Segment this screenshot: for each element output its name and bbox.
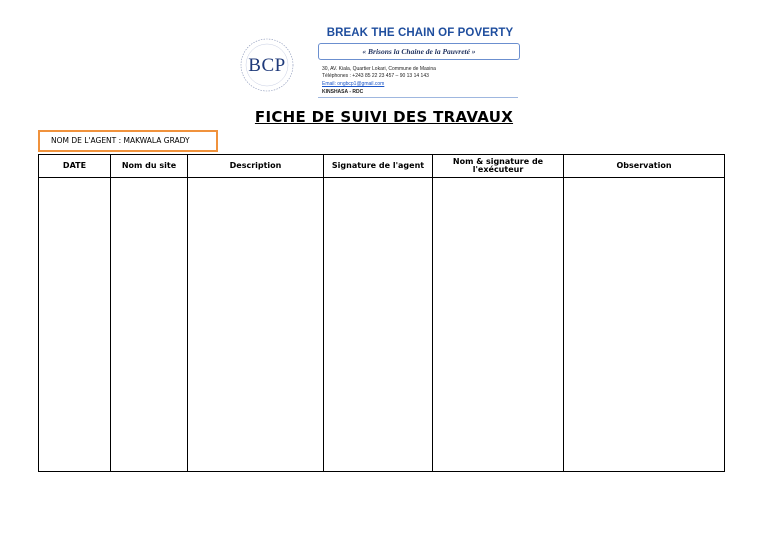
- cell-agent-signature[interactable]: [324, 178, 433, 472]
- col-header-observation: Observation: [564, 155, 725, 178]
- agent-name-box: NOM DE L'AGENT : MAKWALA GRADY: [38, 130, 218, 152]
- work-log-table: [38, 154, 725, 472]
- col-header-executor-signature: Nom & signature de l'exécuteur: [433, 155, 564, 178]
- email-link[interactable]: Email: ongbcp1@gmail.com: [322, 81, 385, 87]
- cell-description[interactable]: [188, 178, 324, 472]
- document-title: FICHE DE SUIVI DES TRAVAUX: [254, 108, 514, 126]
- letterhead: [232, 22, 522, 100]
- cell-observation[interactable]: [564, 178, 725, 472]
- brand-slogan: « Brisons la Chaine de la Pauvreté »: [318, 43, 520, 60]
- table-header-row: [39, 155, 725, 178]
- cell-executor-signature[interactable]: [433, 178, 564, 472]
- cell-date[interactable]: [39, 178, 111, 472]
- phone-line: Téléphones : +243 85 22 23 457 – 90 13 14 143: [322, 73, 429, 79]
- bcp-logo: [232, 30, 312, 100]
- city-line: KINSHASA - RDC: [322, 89, 364, 95]
- table-row: [39, 178, 725, 472]
- header-divider: [318, 97, 518, 98]
- col-header-site: Nom du site: [111, 155, 188, 178]
- cell-site[interactable]: [111, 178, 188, 472]
- col-header-description: Description: [188, 155, 324, 178]
- col-header-date: DATE: [39, 155, 111, 178]
- logo-text: BCP: [248, 55, 286, 76]
- brand-title: BREAK THE CHAIN OF POVERTY: [326, 27, 514, 39]
- address-line: 30, AV. Kiala, Quartier Lokari, Commune de Masina: [322, 66, 436, 72]
- col-header-agent-signature: Signature de l'agent: [324, 155, 433, 178]
